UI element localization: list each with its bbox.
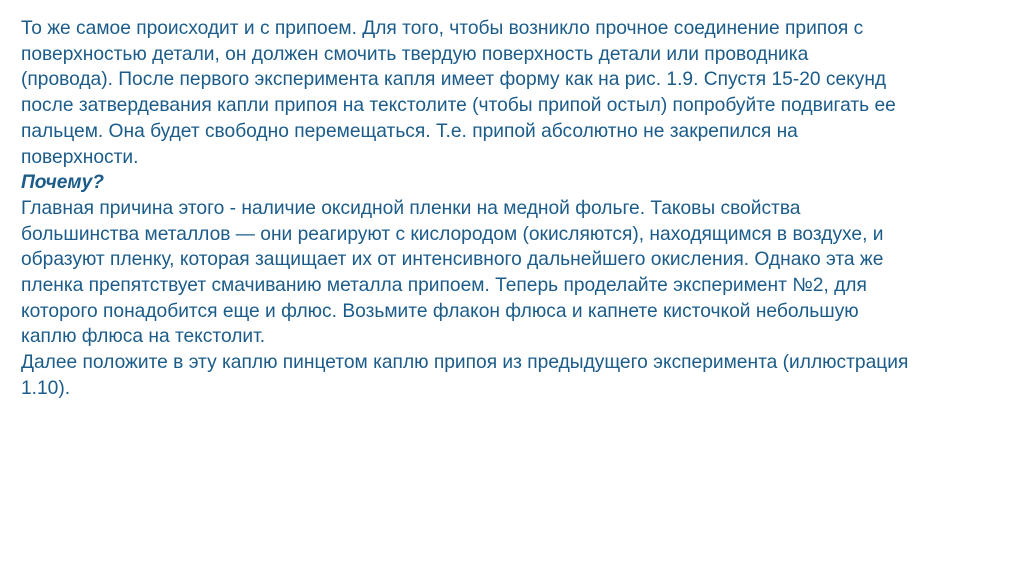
paragraph-solder (21, 16, 1010, 170)
text-line: большинства металлов — они реагируют с кислородом (окисляются), находящимся в воздухе, и (21, 223, 884, 245)
text-line: 1.10). (21, 377, 71, 399)
text-line: Главная причина этого - наличие оксидной пленки на медной фольге. Таковы свойства (21, 197, 801, 219)
text-line: пленка препятствует смачиванию металла припоем. Теперь проделайте эксперимент №2, для (21, 275, 867, 297)
text-line: Далее положите в эту каплю пинцетом каплю припоя из предыдущего эксперимента (иллюстрация (21, 352, 909, 374)
text-line: после затвердевания капли припоя на текстолите (чтобы припой остыл) попробуйте подвигать ее (21, 95, 896, 117)
text-line: поверхностью детали, он должен смочить твердую поверхность детали или проводника (21, 43, 809, 65)
text-line: каплю флюса на текстолит. (21, 326, 266, 348)
paragraph-next-step (21, 350, 1010, 401)
question-line: Почему? (21, 172, 105, 194)
text-line: которого понадобится еще и флюс. Возьмите флакон флюса и капнете кисточкой небольшую (21, 300, 859, 322)
paragraph-oxide (21, 196, 1010, 350)
text-line: (провода). После первого эксперимента капля имеет форму как на рис. 1.9. Спустя 15-20 секунд (21, 69, 887, 91)
text-line: То же самое происходит и с припоем. Для того, чтобы возникло прочное соединение припоя с (21, 18, 864, 39)
text-line: образуют пленку, которая защищает их от интенсивного дальнейшего окисления. Однако эта же (21, 249, 884, 271)
text-line: пальцем. Она будет свободно перемещаться. Т.е. припой абсолютно не закрепился на (21, 120, 798, 142)
question-heading (21, 170, 1010, 196)
text-line: поверхности. (21, 146, 139, 168)
